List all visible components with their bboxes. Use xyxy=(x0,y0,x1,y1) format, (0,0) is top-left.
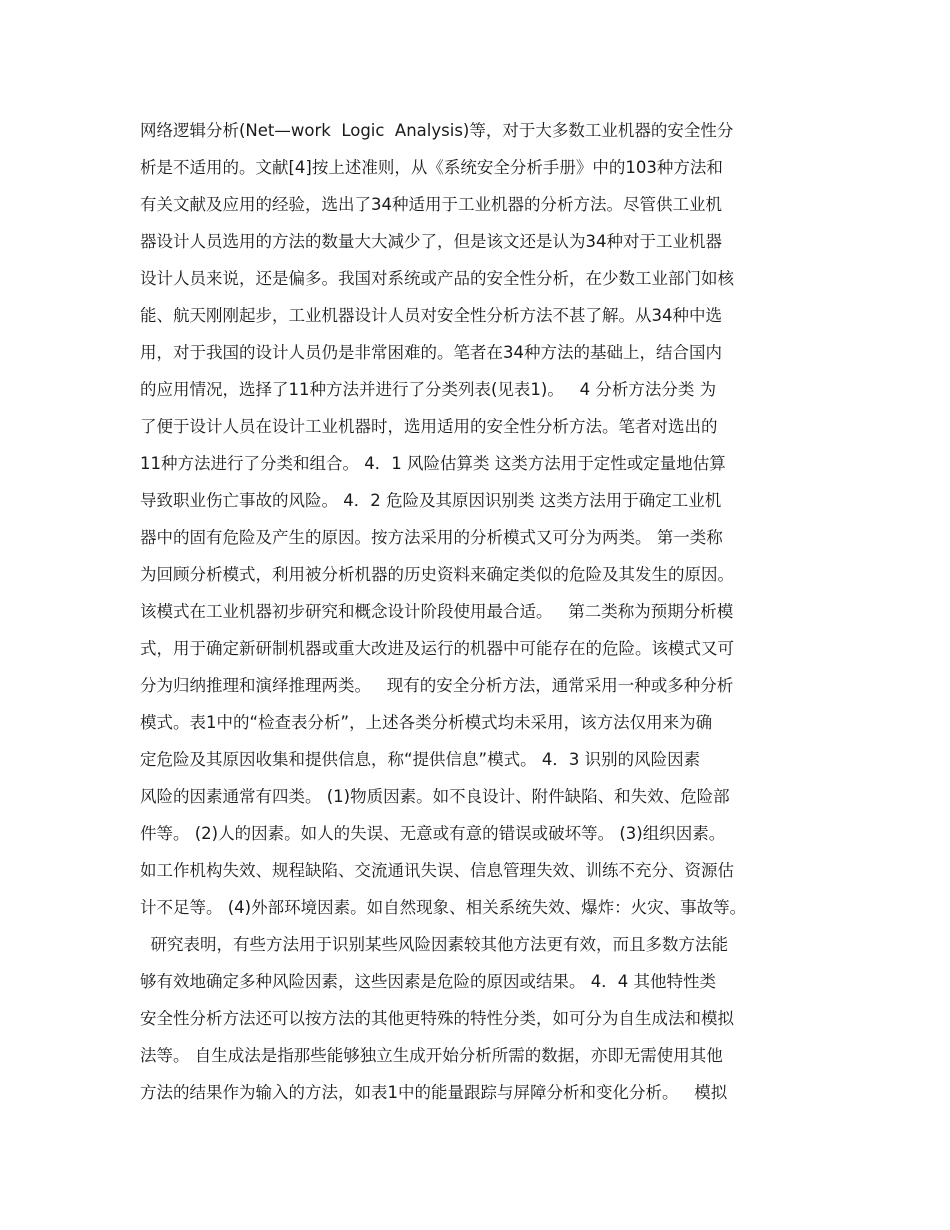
text-line: 为回顾分析模式，利用被分析机器的历史资料来确定类似的危险及其发生的原因。 xyxy=(140,565,734,584)
text-line: 用，对于我国的设计人员仍是非常困难的。笔者在34种方法的基础上，结合国内 xyxy=(140,343,722,362)
text-line: 法等。 自生成法是指那些能够独立生成开始分析所需的数据，亦即无需使用其他 xyxy=(140,1046,723,1065)
text-line: 析是不适用的。文献[4]按上述准则，从《系统安全分析手册》中的103种方法和 xyxy=(140,158,723,177)
text-line: 11种方法进行了分类和组合。 4．1 风险估算类 这类方法用于定性或定量地估算 xyxy=(140,454,726,473)
text-line: 有关文献及应用的经验，选出了34种适用于工业机器的分析方法。尽管供工业机 xyxy=(140,195,722,214)
text-line: 件等。 (2)人的因素。如人的失误、无意或有意的错误或破坏等。 (3)组织因素。 xyxy=(140,824,726,843)
body-text xyxy=(140,112,830,1111)
text-line: 模式。表1中的“检查表分析”，上述各类分析模式均未采用，该方法仅用来为确 xyxy=(140,713,713,732)
text-line: 研究表明，有些方法用于识别某些风险因素较其他方法更有效，而且多数方法能 xyxy=(140,935,728,954)
text-line: 风险的因素通常有四类。 (1)物质因素。如不良设计、附件缺陷、和失效、危险部 xyxy=(140,787,730,806)
text-line: 的应用情况，选择了11种方法并进行了分类列表(见表1)。 4 分析方法分类 为 xyxy=(140,380,717,399)
text-line: 设计人员来说，还是偏多。我国对系统或产品的安全性分析，在少数工业部门如核 xyxy=(140,269,734,288)
text-line: 够有效地确定多种风险因素，这些因素是危险的原因或结果。 4．4 其他特性类 xyxy=(140,972,716,991)
text-line: 如工作机构失效、规程缺陷、交流通讯失误、信息管理失效、训练不充分、资源估 xyxy=(140,861,734,880)
text-line: 了便于设计人员在设计工业机器时，选用适用的安全性分析方法。笔者对选出的 xyxy=(140,417,718,436)
text-line: 分为归纳推理和演绎推理两类。 现有的安全分析方法，通常采用一种或多种分析 xyxy=(140,676,734,695)
text-line: 网络逻辑分析(Net—work Logic Analysis)等，对于大多数工业机器的安全性分 xyxy=(140,121,734,140)
text-line: 式，用于确定新研制机器或重大改进及运行的机器中可能存在的危险。该模式又可 xyxy=(140,639,734,658)
text-line: 方法的结果作为输入的方法，如表1中的能量跟踪与屏障分析和变化分析。 模拟 xyxy=(140,1083,728,1102)
text-line: 安全性分析方法还可以按方法的其他更特殊的特性分类，如可分为自生成法和模拟 xyxy=(140,1009,734,1028)
text-line: 能、航天刚刚起步，工业机器设计人员对安全性分析方法不甚了解。从34种中选 xyxy=(140,306,722,325)
text-line: 导致职业伤亡事故的风险。 4．2 危险及其原因识别类 这类方法用于确定工业机 xyxy=(140,491,722,510)
text-line: 该模式在工业机器初步研究和概念设计阶段使用最合适。 第二类称为预期分析模 xyxy=(140,602,734,621)
text-line: 器中的固有危险及产生的原因。按方法采用的分析模式又可分为两类。 第一类称 xyxy=(140,528,723,547)
text-line: 器设计人员选用的方法的数量大大减少了，但是该文还是认为34种对于工业机器 xyxy=(140,232,722,251)
text-line: 计不足等。 (4)外部环境因素。如自然现象、相关系统失效、爆炸：火灾、事故等。 xyxy=(140,898,747,917)
text-line: 定危险及其原因收集和提供信息，称“提供信息”模式。 4．3 识别的风险因素 xyxy=(140,750,701,769)
